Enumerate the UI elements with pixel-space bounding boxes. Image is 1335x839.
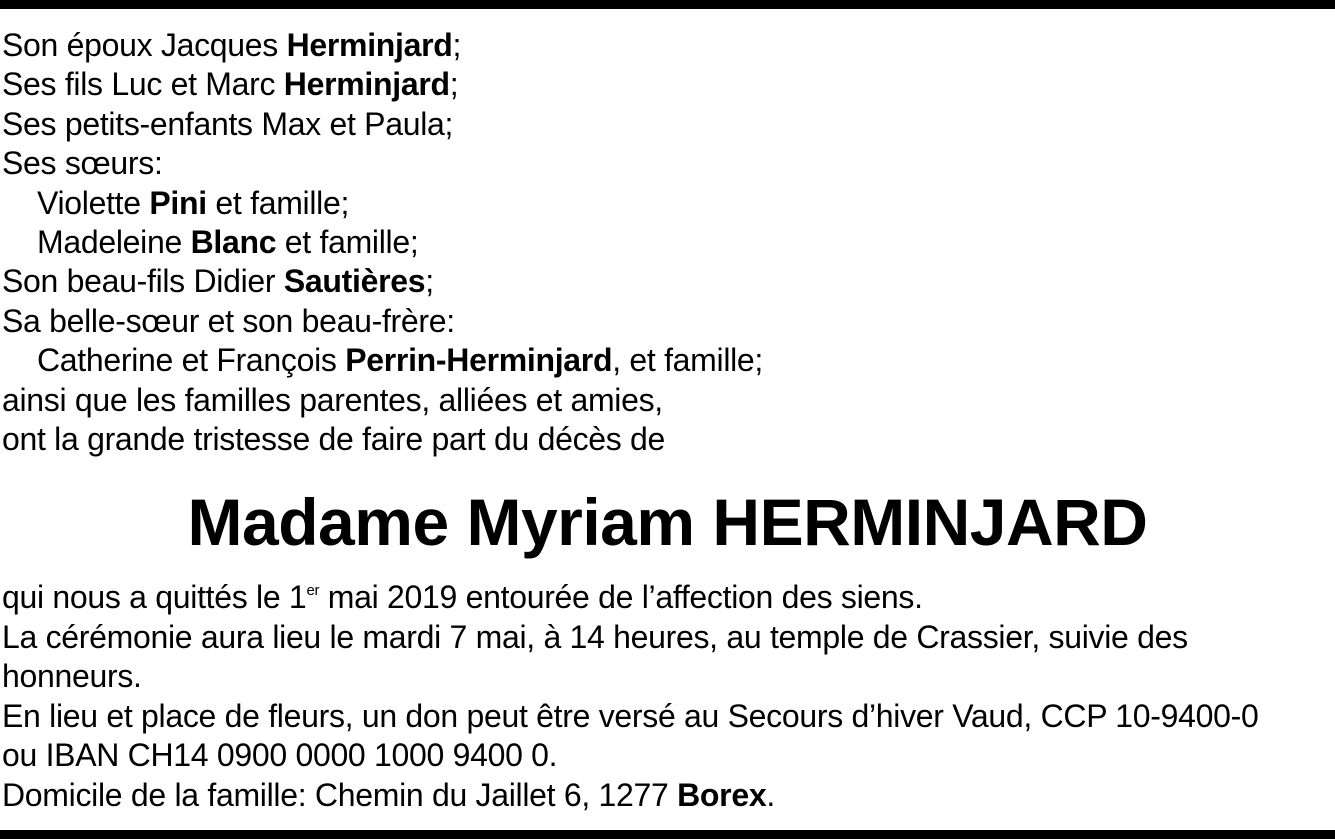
intro-text: et famille; — [206, 184, 350, 221]
intro-text: ; — [425, 263, 434, 300]
intro-text: , et famille; — [612, 342, 764, 379]
intro-text: ; — [452, 27, 462, 63]
donation-line-1: En lieu et place de fleurs, un don peut être versé au Secours d’hiver Vaud, CCP 10-9400-0 — [2, 697, 1259, 734]
family-name: Perrin-Herminjard — [345, 342, 613, 379]
intro-text: Son beau-fils Didier — [2, 263, 284, 300]
intro-line-sisters — [2, 144, 1333, 183]
intro-line-grandchildren — [2, 105, 1333, 144]
intro-line-announcement — [2, 420, 1333, 459]
donation-line-2: ou IBAN CH14 0900 0000 1000 9400 0. — [2, 737, 558, 774]
intro-text: Madeleine — [37, 224, 191, 261]
family-name: Pini — [149, 184, 207, 221]
intro-text: ainsi que les familles parentes, alliées et amies, — [2, 381, 663, 418]
intro-text: ; — [449, 66, 459, 103]
death-text: qui nous a quittés le 1 — [2, 579, 307, 616]
family-name: Herminjard — [286, 27, 453, 63]
intro-text: Ses sœurs: — [2, 145, 163, 182]
intro-text: Ses fils Luc et Marc — [2, 66, 284, 103]
intro-text: Catherine et François — [37, 342, 346, 379]
death-line — [2, 578, 1333, 617]
intro-text: Son époux Jacques — [2, 27, 287, 63]
ceremony-line-2: honneurs. — [2, 658, 142, 695]
intro-line-spouse — [2, 26, 1333, 65]
ceremony-line-1: La cérémonie aura lieu le mardi 7 mai, à 14 heures, au temple de Crassier, suivie des — [2, 618, 1188, 655]
intro-text: ont la grande tristesse de faire part du décès de — [2, 421, 666, 458]
intro-text: Ses petits-enfants Max et Paula; — [2, 105, 454, 142]
family-name: Sautières — [283, 263, 426, 300]
intro-line-madeleine — [2, 223, 1333, 262]
intro-text: et famille; — [276, 224, 419, 261]
family-name: Herminjard — [283, 66, 450, 103]
domicile-town: Borex — [677, 776, 767, 813]
intro-line-in-laws — [2, 302, 1333, 341]
domicile-text: . — [766, 776, 775, 813]
intro-text: Violette — [37, 184, 150, 221]
deceased-name: Madame Myriam HERMINJARD — [187, 485, 1148, 560]
intro-line-violette — [2, 184, 1333, 223]
intro-line-relatives — [2, 381, 1333, 420]
obituary-notice — [2, 26, 1333, 815]
intro-line-sons — [2, 65, 1333, 104]
top-rule — [0, 0, 1335, 9]
intro-line-stepson — [2, 262, 1333, 301]
ordinal-superscript: er — [306, 582, 320, 600]
bottom-rule — [0, 830, 1335, 839]
family-name: Blanc — [190, 224, 277, 261]
domicile-line — [2, 776, 1333, 815]
death-text: mai 2019 entourée de l’affection des siens. — [319, 579, 923, 616]
domicile-text: Domicile de la famille: Chemin du Jaillet 6, 1277 — [2, 776, 678, 813]
intro-line-catherine — [2, 341, 1333, 380]
intro-text: Sa belle-sœur et son beau-frère: — [2, 302, 455, 339]
